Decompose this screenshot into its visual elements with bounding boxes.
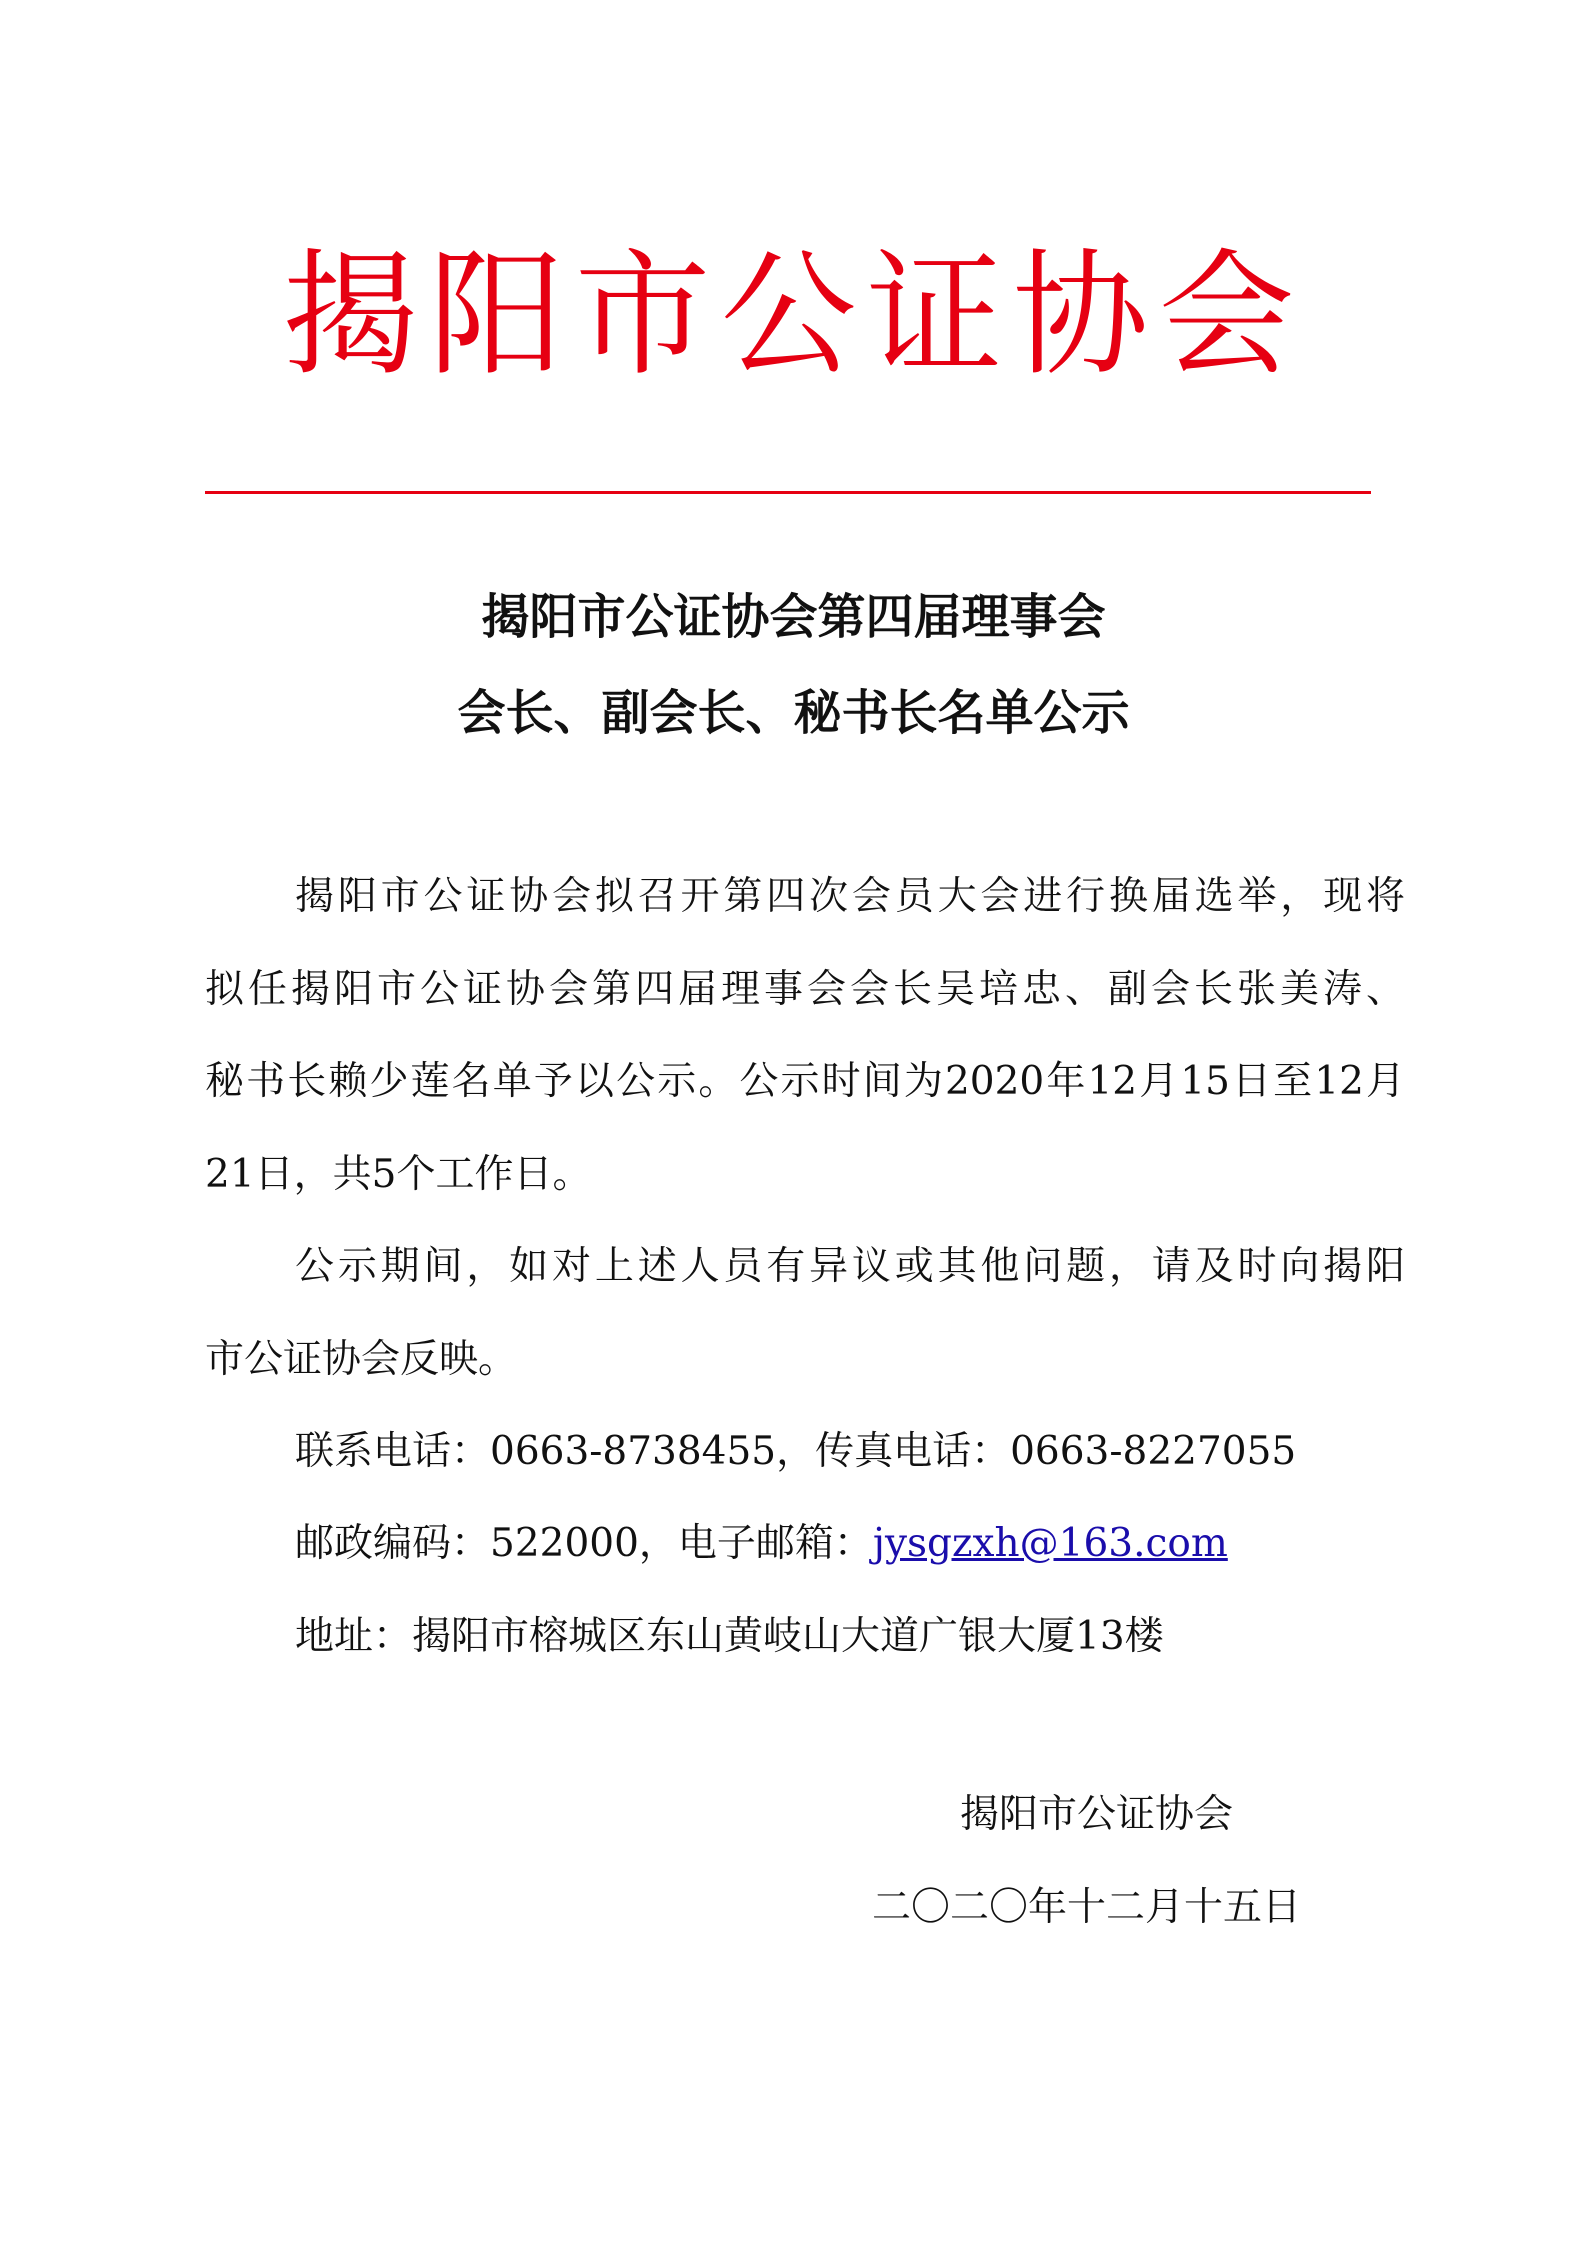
email-link[interactable]: jysgzxh@163.com <box>872 1521 1228 1566</box>
document-title-line-1: 揭阳市公证协会第四届理事会 <box>481 589 1106 645</box>
paragraph-1-line-4: 21日，共5个工作日。 <box>205 1152 592 1197</box>
masthead-org-name: 揭阳市公证协会 <box>282 237 1305 395</box>
paragraph-1-line-1: 揭阳市公证协会拟召开第四次会员大会进行换届选举，现将 <box>295 874 1405 919</box>
paragraph-2-line-1: 公示期间，如对上述人员有异议或其他问题，请及时向揭阳 <box>295 1244 1405 1289</box>
paragraph-2-line-2: 市公证协会反映。 <box>205 1337 518 1382</box>
document-title-line-2: 会长、副会长、秘书长名单公示 <box>457 685 1130 741</box>
paragraph-1-line-3: 秘书长赖少莲名单予以公示。公示时间为2020年12月15日至12月 <box>205 1059 1405 1104</box>
contact-phone-fax: 联系电话：0663-8738455，传真电话：0663-8227055 <box>295 1429 1297 1474</box>
masthead-divider <box>205 491 1371 494</box>
postcode-email-line <box>295 1519 1228 1569</box>
signature-date: 二〇二〇年十二月十五日 <box>872 1885 1302 1930</box>
paragraph-1-line-2: 拟任揭阳市公证协会第四届理事会会长吴培忠、副会长张美涛、 <box>205 967 1405 1012</box>
signature-org: 揭阳市公证协会 <box>960 1792 1234 1837</box>
postcode-label: 邮政编码：522000，电子邮箱： <box>295 1521 873 1566</box>
address-line: 地址：揭阳市榕城区东山黄岐山大道广银大厦13楼 <box>295 1614 1164 1659</box>
